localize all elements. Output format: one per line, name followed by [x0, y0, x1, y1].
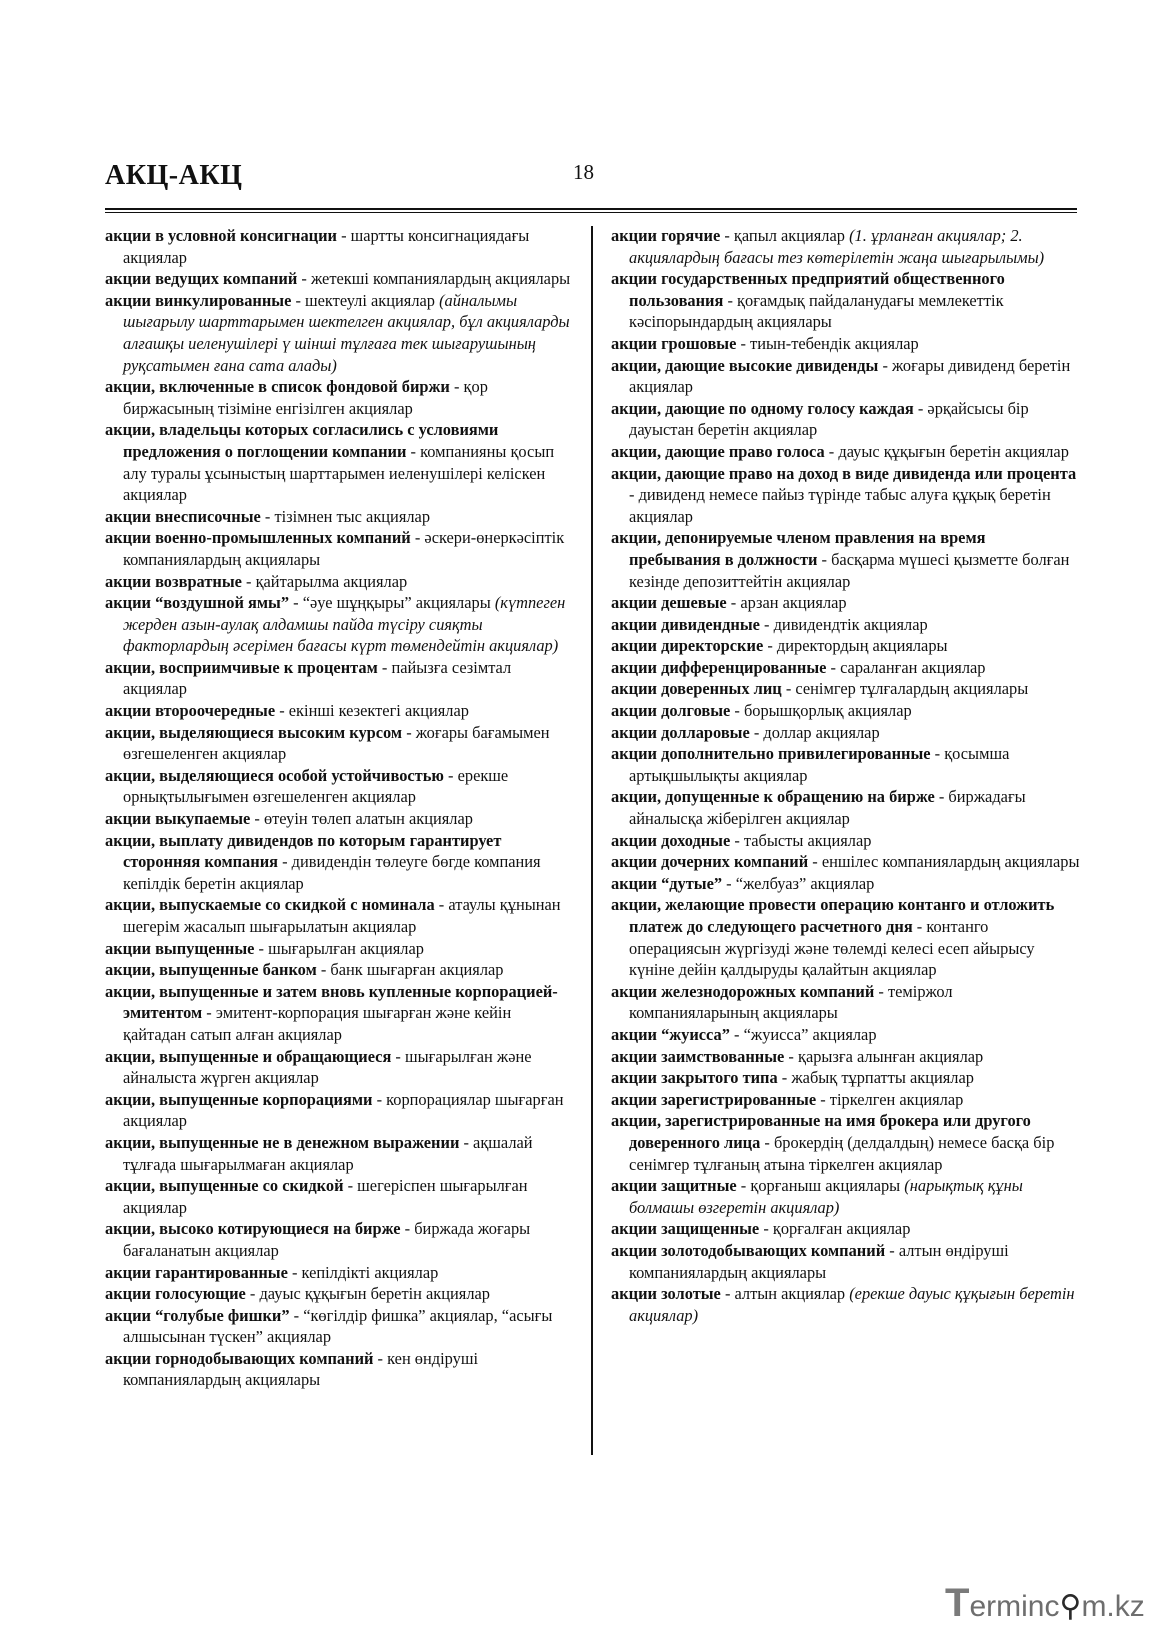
dictionary-entry [611, 1067, 1081, 1089]
entry-separator: - [777, 1068, 792, 1088]
entry-separator: - [912, 917, 927, 936]
entry-definition: дивиденд немесе пайыз түрінде табыс алуға құқық беретін акциялар [629, 485, 1051, 526]
entry-term: акции горячие [611, 226, 721, 245]
dictionary-entry [105, 527, 575, 570]
dictionary-entry [611, 894, 1081, 980]
entry-definition: шектеулі акциялар [305, 290, 440, 310]
dictionary-entry [105, 571, 575, 593]
dictionary-entry [105, 1348, 575, 1391]
dictionary-entry [105, 808, 575, 830]
entry-definition: кепілдікті акциялар [301, 1262, 439, 1282]
entry-definition: сараланған акциялар [840, 657, 986, 677]
entry-term: акции “голубые фишки” [105, 1305, 290, 1325]
entry-separator: - [826, 657, 841, 677]
entry-term: акции винкулированные [105, 290, 292, 310]
entry-term: акции “дутые” [611, 873, 723, 893]
entry-definition: пайызға сезімтал акциялар [123, 657, 512, 699]
entry-separator: - [878, 355, 892, 375]
entry-separator: - [297, 269, 311, 289]
entry-separator: - [372, 1089, 387, 1109]
dictionary-entry [611, 441, 1081, 463]
entry-term: акции долларовые [611, 722, 750, 742]
entry-term: акции, выпущенные корпорациями [105, 1089, 373, 1109]
entry-term: акции ведущих компаний [105, 269, 298, 289]
entry-term: акции дешевые [611, 593, 727, 613]
entry-definition: “көгілдір фишка” акциялар, “асығы алшысынан түскен” акциялар [123, 1305, 553, 1347]
entry-separator: - [629, 485, 639, 505]
dictionary-entry [611, 1218, 1081, 1240]
entry-definition: қайтарылма акциялар [255, 571, 408, 591]
entry-definition: тіркелген акциялар [829, 1089, 964, 1109]
logo-letter-t: T [945, 1581, 970, 1625]
entry-term: акции, включенные в список фондовой биржи [105, 377, 450, 397]
entry-separator: - [759, 1219, 773, 1239]
entry-separator: - [245, 1284, 260, 1304]
entry-term: акции голосующие [105, 1284, 246, 1304]
entry-note: (күтпеген жерден азын-аулақ алдамшы пайда түсіру сияқты факторлардың әсерімен бағасы күрт төмендейтін акциялар) [123, 593, 566, 656]
entry-note: (нарықтық құны болмашы өзгеретін акциялар) [629, 1176, 1023, 1217]
dictionary-entry [611, 722, 1081, 744]
entry-definition: өтеуін төлеп алатын акциялар [263, 809, 473, 829]
entry-term: акции “воздушной ямы” [105, 593, 290, 613]
entry-separator: - [406, 441, 421, 461]
entry-note: (1. ұрланған акциялар; 2. акциялардың бағасы тез көтерілетін жаңа шығарылымы) [629, 226, 1045, 267]
entry-term: акции горнодобывающих компаний [105, 1348, 374, 1368]
entry-separator: - [722, 873, 736, 893]
entry-term: акции дополнительно привилегированные [611, 744, 931, 764]
entry-separator: - [275, 701, 289, 721]
entry-definition: тиын-тебендік акциялар [750, 333, 919, 353]
entry-term: акции выкупаемые [105, 809, 251, 829]
entry-definition: қор биржасының тізіміне енгізілген акциялар [123, 377, 488, 418]
entry-definition: еншілес компаниялардың акциялары [821, 852, 1080, 872]
entry-note: (ерекше дауыс құқығын беретін акциялар) [629, 1284, 1075, 1325]
dictionary-entry [611, 830, 1081, 852]
entry-separator: - [759, 614, 774, 634]
entry-separator: - [781, 679, 796, 699]
entry-separator: - [723, 290, 738, 310]
dictionary-entry [611, 1175, 1081, 1218]
entry-separator: - [410, 528, 425, 548]
dictionary-entry [105, 722, 575, 765]
entry-definition: табысты акциялар [743, 830, 872, 850]
entry-separator: - [808, 852, 822, 872]
dictionary-entry [611, 592, 1081, 614]
entry-term: акции доходные [611, 830, 731, 850]
dictionary-entry [611, 700, 1081, 722]
entry-definition: доллар акциялар [763, 722, 880, 742]
entry-definition: дивидендтік акциялар [773, 614, 928, 634]
dictionary-entry [611, 786, 1081, 829]
entry-separator: - [289, 1305, 304, 1325]
entry-definition: атаулы құнынан шегерім жасалып шығарылатын акциялар [123, 895, 561, 936]
dictionary-entry [105, 592, 575, 657]
entry-separator: - [730, 830, 744, 850]
entry-definition: ерекше орнықтылығымен өзгешеленген акциялар [123, 765, 509, 807]
entry-term: акции золотые [611, 1284, 721, 1304]
entry-definition: контанго операциясын жүргізуді және төлемді келесі есеп айырысу күніне дейін қалдыруды қалайтын акциялар [629, 917, 1035, 980]
dictionary-entry [105, 506, 575, 528]
column-divider [591, 226, 593, 1455]
dictionary-entry [105, 894, 575, 937]
dictionary-entry [105, 981, 575, 1046]
entry-separator: - [291, 290, 306, 310]
entry-separator: - [250, 809, 264, 829]
entry-definition: жабық тұрпатты акциялар [791, 1068, 974, 1088]
dictionary-entry [105, 1175, 575, 1218]
entry-term: акции доверенных лиц [611, 679, 782, 699]
entry-definition: шегеріспен шығарылған акциялар [123, 1176, 528, 1217]
entry-definition: әрқайсысы бір дауыстан беретін акциялар [629, 398, 1029, 440]
entry-definition: алтын акциялар [734, 1284, 850, 1304]
entry-separator: - [287, 1262, 302, 1282]
dictionary-entry [105, 290, 575, 376]
entry-separator: - [760, 1132, 774, 1152]
entry-definition: қоғамдық пайдаланудағы мемлекеттік кәсіпорындардың акциялары [629, 290, 1004, 332]
entry-separator: - [202, 1003, 216, 1023]
entry-term: акции государственных предприятий общественного пользования [611, 269, 1005, 310]
entry-separator: - [784, 1046, 798, 1066]
right-column [611, 225, 1081, 1326]
entry-term: акции в условной консигнации [105, 226, 337, 245]
entry-definition: теміржол компанияларының акциялары [629, 981, 953, 1023]
dictionary-entry [611, 635, 1081, 657]
dictionary-entry [105, 938, 575, 960]
entry-definition: корпорациялар шығарған акциялар [123, 1089, 564, 1131]
entry-definition: шартты консигнациядағы акциялар [123, 226, 530, 267]
entry-term: акции заимствованные [611, 1046, 785, 1066]
dictionary-entry [105, 268, 575, 290]
entry-separator: - [736, 333, 751, 353]
entry-term: акции дивидендные [611, 614, 760, 634]
header-title: АКЦ-АКЦ [105, 160, 243, 191]
entry-term: акции железнодорожных компаний [611, 981, 875, 1001]
entry-separator: - [885, 1240, 899, 1260]
entry-definition: директордың акциялары [776, 636, 948, 656]
entry-term: акции, выпущенные банком [105, 960, 317, 980]
entry-term: акции, дающие по одному голосу каждая [611, 398, 914, 418]
entry-term: акции, выпущенные и затем вновь купленные корпорацией-эмитентом [105, 981, 558, 1023]
entry-definition: ақшалай тұлғада шығарылмаған акциялар [123, 1132, 533, 1174]
dictionary-entry [611, 268, 1081, 333]
dictionary-entry [105, 1132, 575, 1175]
entry-definition: брокердің (делдалдың) немесе басқа бір сенімгер тұлғаның атына тіркелген акциялар [629, 1132, 1055, 1174]
entry-term: акции, выпускаемые со скидкой с номинала [105, 895, 435, 915]
entry-term: акции зарегистрированные [611, 1089, 817, 1109]
entry-definition: басқарма мүшесі қызметте болған кезінде депозиттейтін акциялар [629, 549, 1070, 591]
entry-definition: қорғаныш акциялары [750, 1176, 905, 1196]
entry-separator: - [720, 226, 734, 245]
entry-term: акции грошовые [611, 333, 737, 353]
entry-separator: - [316, 960, 331, 980]
entry-definition: сенімгер тұлғалардың акциялары [795, 679, 1029, 699]
entry-separator: - [817, 549, 832, 569]
entry-term: акции дифференцированные [611, 657, 827, 677]
entry-separator: - [913, 398, 928, 418]
entry-definition: дауыс құқығын беретін акциялар [838, 441, 1069, 461]
entry-separator: - [400, 1219, 415, 1239]
dictionary-entry [105, 959, 575, 981]
entry-definition: биржада жоғары бағаланатын акциялар [123, 1219, 531, 1260]
entry-term: акции, выпущенные не в денежном выражении [105, 1132, 460, 1152]
entry-term: акции, допущенные к обращению на бирже [611, 787, 935, 807]
dictionary-entry [611, 678, 1081, 700]
dictionary-entry [105, 1218, 575, 1261]
header-rule [105, 208, 1077, 210]
entry-definition: дауыс құқығын беретін акциялар [259, 1284, 490, 1304]
entry-separator: - [730, 701, 744, 721]
dictionary-entry [611, 1240, 1081, 1283]
entry-separator: - [816, 1089, 830, 1109]
entry-definition: қапыл акциялар [733, 226, 850, 245]
logo-text-part2: m.kz [1081, 1590, 1145, 1623]
dictionary-entry [611, 463, 1081, 528]
entry-term: акции, выплату дивидендов по которым гарантирует сторонняя компания [105, 830, 502, 872]
entry-term: акции долговые [611, 701, 731, 721]
entry-term: акции, выделяющиеся высоким курсом [105, 722, 403, 742]
entry-term: акции внесписочные [105, 506, 261, 526]
entry-separator: - [729, 1024, 744, 1044]
dictionary-entry [611, 398, 1081, 441]
page-header [105, 158, 1077, 206]
entry-separator: - [930, 744, 945, 764]
dictionary-entry [105, 1305, 575, 1348]
dictionary-entry [105, 830, 575, 895]
termincom-logo[interactable] [945, 1581, 1145, 1625]
dictionary-entry [611, 657, 1081, 679]
page-number: 18 [573, 160, 594, 184]
entry-separator: - [402, 722, 416, 742]
entry-definition: қорғалған акциялар [772, 1219, 911, 1239]
entry-definition: борышқорлық акциялар [743, 701, 912, 721]
dictionary-entry [611, 873, 1081, 895]
entry-term: акции выпущенные [105, 938, 255, 958]
entry-term: акции возвратные [105, 571, 242, 591]
entry-separator: - [824, 441, 839, 461]
entry-definition: қосымша артықшылықты акциялар [629, 744, 1010, 785]
entry-separator: - [434, 895, 449, 915]
entry-term: акции военно-промышленных компаний [105, 528, 411, 548]
entry-term: акции, высоко котирующиеся на бирже [105, 1219, 401, 1239]
entry-separator: - [720, 1284, 735, 1304]
logo-magnifier-icon: ⚲ [1059, 1590, 1082, 1623]
dictionary-entry [611, 851, 1081, 873]
entry-separator: - [241, 571, 256, 591]
entry-term: акции, выпущенные и обращающиеся [105, 1046, 392, 1066]
entry-separator: - [391, 1046, 405, 1066]
dictionary-entry [611, 527, 1081, 592]
entry-separator: - [343, 1176, 358, 1196]
entry-definition: шығарылған және айналыста жүрген акциялар [123, 1046, 532, 1088]
entry-term: акции директорские [611, 636, 764, 656]
entry-term: акции дочерних компаний [611, 852, 809, 872]
dictionary-entry [611, 1110, 1081, 1175]
entry-definition: арзан акциялар [740, 593, 847, 613]
entry-term: акции, выделяющиеся особой устойчивостью [105, 765, 444, 785]
entry-term: акции защитные [611, 1176, 737, 1196]
entry-term: акции, дающие высокие дивиденды [611, 355, 879, 375]
dictionary-entry [105, 225, 575, 268]
entry-separator: - [373, 1348, 388, 1368]
entry-term: акции золотодобывающих компаний [611, 1240, 886, 1260]
entry-definition: дивидендін төлеуге бөгде компания кепілдік беретін акциялар [123, 852, 541, 893]
entry-term: акции, владельцы которых согласились с условиями предложения о поглощении компании [105, 420, 499, 461]
entry-definition: жоғары дивиденд беретін акциялар [629, 355, 1071, 397]
entry-separator: - [763, 636, 777, 656]
dictionary-entry [611, 333, 1081, 355]
dictionary-entry [611, 1283, 1081, 1326]
dictionary-entry [611, 1024, 1081, 1046]
entry-separator: - [337, 226, 351, 245]
entry-separator: - [278, 852, 292, 872]
logo-text-part1: erminc [969, 1590, 1060, 1623]
entry-term: акции закрытого типа [611, 1068, 778, 1088]
entry-definition: эмитент-корпорация шығарған және кейін қайтадан сатып алған акциялар [123, 1003, 512, 1044]
dictionary-entry [611, 1046, 1081, 1068]
header-rule-thin [105, 212, 1077, 213]
dictionary-entry [611, 614, 1081, 636]
dictionary-entry [105, 1089, 575, 1132]
dictionary-entry [105, 419, 575, 505]
entry-separator: - [449, 377, 464, 397]
entry-term: акции защищенные [611, 1219, 760, 1239]
entry-term: акции второочередные [105, 701, 276, 721]
entry-definition: компанияны қосып алу туралы ұсыныстың шарттарымен иеленушілері келіскен акциялар [123, 441, 555, 505]
entry-separator: - [289, 593, 303, 613]
entry-term: акции, дающие право на доход в виде дивиденда или процента [611, 463, 1077, 483]
entry-definition: “желбуаз” акциялар [735, 873, 875, 893]
entry-separator: - [377, 657, 392, 677]
entry-definition: шығарылған акциялар [268, 938, 424, 958]
entry-separator: - [874, 981, 888, 1001]
dictionary-entry [105, 1262, 575, 1284]
dictionary-entry [105, 700, 575, 722]
dictionary-entry [611, 355, 1081, 398]
entry-definition: алтын өндіруші компаниялардың акциялары [629, 1240, 1009, 1282]
entry-separator: - [443, 765, 458, 785]
entry-definition: “әуе шұңқыры” акциялары [302, 593, 495, 613]
entry-separator: - [726, 593, 741, 613]
entry-term: акции гарантированные [105, 1262, 288, 1282]
entry-definition: “жуисса” акциялар [743, 1024, 877, 1044]
entry-term: акции, желающие провести операцию контанго и отложить платеж до следующего расчетного дня [611, 895, 1055, 936]
dictionary-entry [611, 225, 1081, 268]
entry-term: акции, депонируемые членом правления на время пребывания в должности [611, 528, 986, 569]
entry-separator: - [254, 938, 269, 958]
dictionary-entry [105, 376, 575, 419]
entry-term: акции “жуисса” [611, 1024, 730, 1044]
entry-term: акции, зарегистрированные на имя брокера или другого доверенного лица [611, 1111, 1031, 1152]
entry-definition: жетекші компаниялардың акциялары [310, 269, 571, 289]
dictionary-entry [611, 981, 1081, 1024]
left-column [105, 225, 575, 1391]
entry-separator: - [260, 506, 275, 526]
entry-separator: - [736, 1176, 751, 1196]
dictionary-entry [611, 743, 1081, 786]
entry-definition: кен өндіруші компаниялардың акциялары [123, 1348, 479, 1390]
dictionary-entry [611, 1089, 1081, 1111]
dictionary-entry [105, 1283, 575, 1305]
entry-definition: банк шығарған акциялар [330, 960, 504, 980]
entry-term: акции, восприимчивые к процентам [105, 657, 378, 677]
entry-term: акции, выпущенные со скидкой [105, 1176, 344, 1196]
entry-definition: биржадағы айналысқа жіберілген акциялар [629, 787, 1026, 829]
dictionary-entry [105, 657, 575, 700]
entry-separator: - [934, 787, 949, 807]
entry-note: (айналымы шығарылу шарттарымен шектелген акциялар, бұл акцияларды алғашқы иеленушілері ү шінші тұлғаға тек шығарушының руқсатымен ғана сата алады) [123, 290, 570, 375]
entry-separator: - [749, 722, 764, 742]
entry-definition: әскери-өнеркәсіптік компаниялардың акциялары [123, 528, 565, 569]
entry-definition: тізімнен тыс акциялар [274, 506, 431, 526]
entry-term: акции, дающие право голоса [611, 441, 825, 461]
entry-definition: жоғары бағамымен өзгешеленген акциялар [123, 722, 550, 764]
dictionary-entry [105, 765, 575, 808]
dictionary-entry [105, 1046, 575, 1089]
entry-definition: қарызға алынған акциялар [797, 1046, 984, 1066]
entry-separator: - [459, 1132, 474, 1152]
entry-definition: екінші кезектегі акциялар [288, 701, 469, 721]
